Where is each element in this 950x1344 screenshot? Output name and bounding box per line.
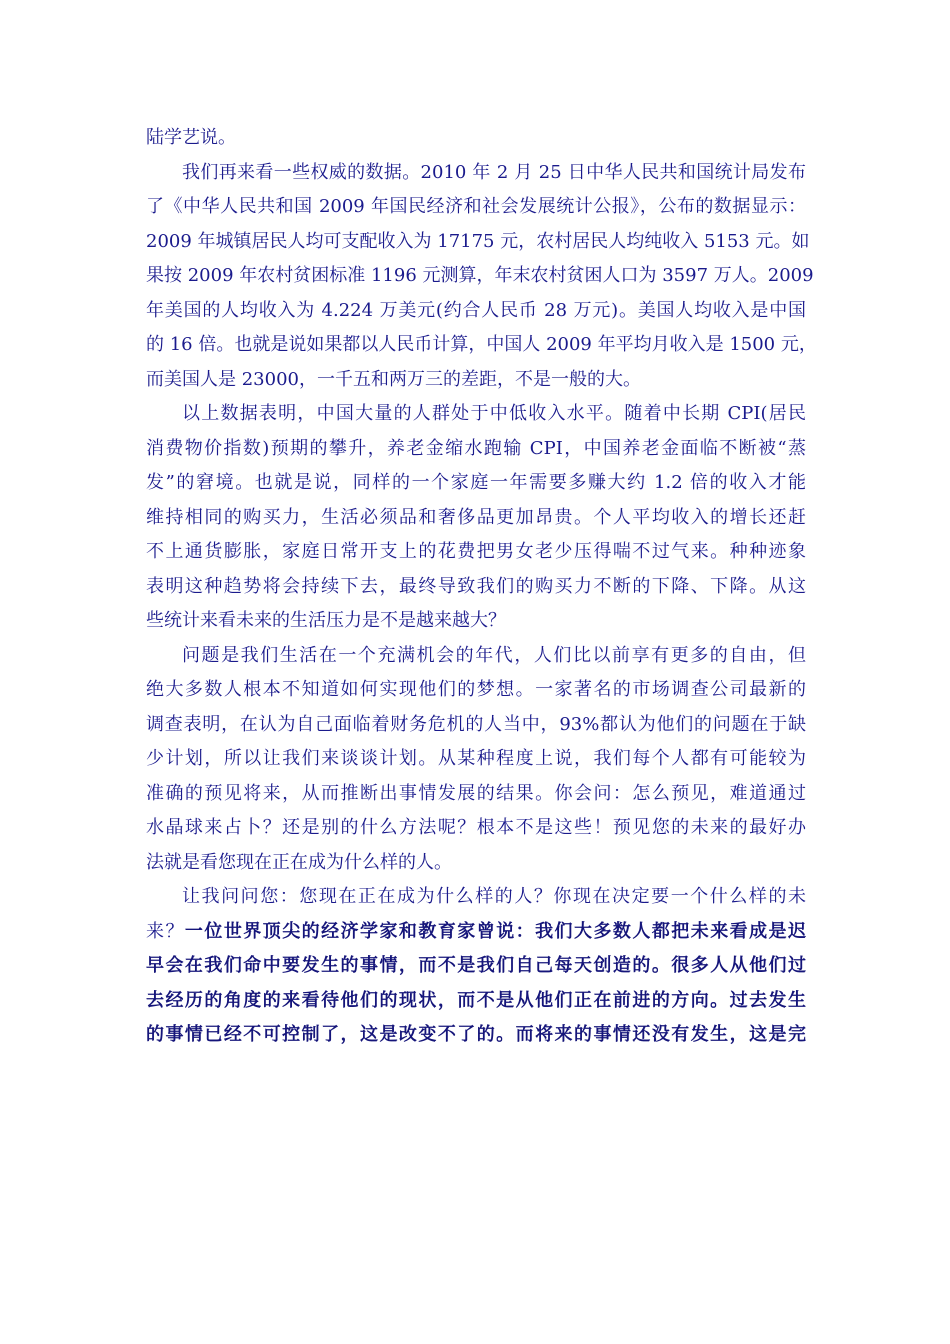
text-line: 维持相同的购买力，生活必须品和奢侈品更加昂贵。个人平均收入的增长还赶 (146, 506, 806, 528)
text-line: 水晶球来占卜？还是别的什么方法呢？根本不是这些！预见您的未来的最好办 (146, 817, 806, 838)
text-line: 准确的预见将来，从而推断出事情发展的结果。你会问：怎么预见，难道通过 (146, 782, 806, 804)
plain-text-segment: 来？ (146, 920, 185, 942)
text-line: 果按 2009 年农村贫困标准 1196 元测算，年末农村贫困人口为 3597 万人。2009 (146, 265, 814, 286)
text-line: 法就是看您现在正在成为什么样的人。 (146, 851, 452, 873)
bold-text-line: 的事情已经不可控制了，这是改变不了的。而将来的事情还没有发生，这是完 (146, 1024, 806, 1045)
text-line: 绝大多数人根本不知道如何实现他们的梦想。一家著名的市场调查公司最新的 (146, 679, 806, 700)
text-line: 表明这种趋势将会持续下去，最终导致我们的购买力不断的下降、下降。从这 (146, 575, 806, 597)
text-line: 发”的窘境。也就是说，同样的一个家庭一年需要多赚大约 1.2 倍的收入才能 (146, 472, 806, 493)
bold-text-line: 早会在我们命中要发生的事情，而不是我们自己每天创造的。很多人从他们过 (146, 955, 806, 976)
text-line: 些统计来看未来的生活压力是不是越来越大？ (146, 610, 506, 631)
document-body (146, 121, 817, 1053)
text-line: 而美国人是 23000，一千五和两万三的差距，不是一般的大。 (146, 368, 641, 390)
bold-text-line: 去经历的角度的来看待他们的现状，而不是从他们正在前进的方向。过去发生 (146, 989, 806, 1011)
text-line: 的 16 倍。也就是说如果都以人民币计算，中国人 2009 年平均月收入是 1500 元， (146, 334, 817, 355)
text-line: 以上数据表明，中国大量的人群处于中低收入水平。随着中长期 CPI(居民 (182, 403, 806, 424)
text-line: 不上通货膨胀，家庭日常开支上的花费把男女老少压得喘不过气来。种种迹象 (146, 541, 806, 562)
text-line: 问题是我们生活在一个充满机会的年代，人们比以前享有更多的自由，但 (182, 644, 806, 666)
text-line: 消费物价指数)预期的攀升，养老金缩水跑输 CPI，中国养老金面临不断被“蒸 (146, 437, 806, 459)
text-line: 了《中华人民共和国 2009 年国民经济和社会发展统计公报》，公布的数据显示： (146, 196, 806, 217)
text-line: 让我问问您：您现在正在成为什么样的人？你现在决定要一个什么样的未 (182, 886, 806, 907)
text-line-mixed (146, 915, 806, 950)
text-line: 少计划，所以让我们来谈谈计划。从某种程度上说，我们每个人都有可能较为 (146, 748, 806, 769)
bold-text-segment: 一位世界顶尖的经济学家和教育家曾说：我们大多数人都把未来看成是迟 (184, 920, 807, 942)
text-line: 调查表明，在认为自己面临着财务危机的人当中，93%都认为他们的问题在于缺 (146, 713, 806, 735)
text-line: 陆学艺说。 (146, 127, 236, 148)
text-line: 2009 年城镇居民人均可支配收入为 17175 元，农村居民人均纯收入 5153 元。如 (146, 230, 810, 252)
text-line: 我们再来看一些权威的数据。2010 年 2 月 25 日中华人民共和国统计局发布 (182, 161, 806, 183)
text-line: 年美国的人均收入为 4.224 万美元(约合人民币 28 万元)。美国人均收入是中国 (146, 299, 806, 321)
